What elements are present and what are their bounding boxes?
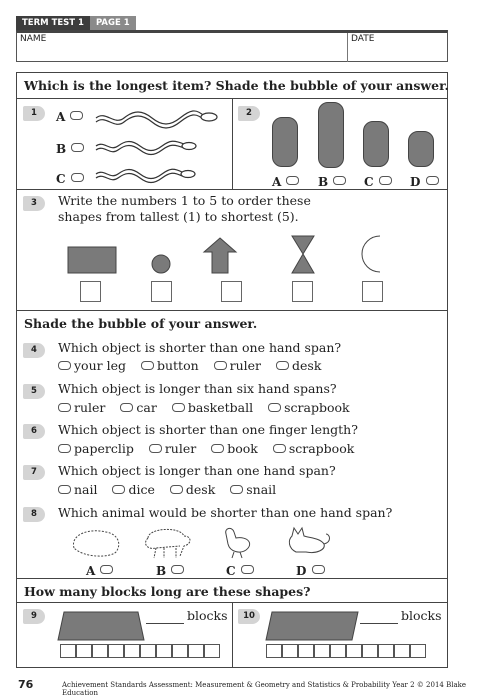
q3-shapes	[62, 230, 402, 278]
question-number-badge: 6	[23, 424, 45, 439]
answer-bubble[interactable]	[170, 485, 183, 494]
answer-bubble[interactable]	[149, 444, 162, 453]
q9-blocks-label: blocks	[187, 608, 228, 623]
answer-bubble[interactable]	[214, 361, 227, 370]
section3-prompt: How many blocks long are these shapes?	[24, 584, 311, 599]
answer-option[interactable]: desk	[276, 358, 321, 373]
q3-answer-box[interactable]	[292, 281, 313, 302]
question-number-badge: 7	[23, 465, 45, 480]
answer-option[interactable]: ruler	[58, 400, 105, 415]
rectangle-shape	[68, 247, 116, 273]
name-label: NAME	[20, 34, 47, 44]
measuring-block	[362, 644, 378, 658]
q3-answer-box[interactable]	[362, 281, 383, 302]
measuring-block	[346, 644, 362, 658]
question-number-badge: 5	[23, 384, 45, 399]
q1-option-b[interactable]: B	[56, 138, 87, 157]
divider	[16, 310, 448, 311]
snakes-illustration	[92, 100, 222, 188]
arrow-shape	[204, 238, 236, 273]
animals-illustration	[60, 522, 350, 562]
answer-bubble[interactable]	[58, 361, 71, 370]
question-number-badge: 10	[238, 609, 260, 624]
q4-text: Which object is shorter than one hand span?	[58, 340, 342, 355]
name-date-divider	[347, 33, 348, 62]
circle-shape	[152, 255, 170, 273]
q7-text: Which object is longer than one hand span?	[58, 463, 336, 478]
sheep-icon	[146, 529, 190, 558]
answer-option[interactable]: scrapbook	[268, 400, 349, 415]
answer-bubble[interactable]	[268, 403, 281, 412]
answer-option[interactable]: book	[211, 441, 258, 456]
divider	[232, 98, 233, 190]
q6-options	[58, 441, 365, 456]
measuring-block	[140, 644, 156, 658]
answer-option[interactable]: button	[141, 358, 199, 373]
measuring-block	[60, 644, 76, 658]
q9-answer-line[interactable]	[146, 623, 184, 624]
answer-bubble[interactable]	[141, 361, 154, 370]
q8-option-a[interactable]: A	[86, 560, 116, 579]
q10-blocks-label: blocks	[401, 608, 442, 623]
q8-option-c[interactable]: C	[226, 560, 257, 579]
q2-option-c[interactable]: C	[364, 171, 395, 190]
measuring-block	[298, 644, 314, 658]
pill-shape-a	[272, 117, 298, 167]
q8-option-d[interactable]: D	[296, 560, 328, 579]
answer-option[interactable]: ruler	[214, 358, 261, 373]
measuring-block	[204, 644, 220, 658]
answer-option[interactable]: your leg	[58, 358, 126, 373]
divider	[232, 602, 233, 668]
answer-bubble[interactable]	[100, 565, 113, 574]
answer-bubble[interactable]	[112, 485, 125, 494]
measuring-block	[108, 644, 124, 658]
q3-answer-box[interactable]	[221, 281, 242, 302]
question-number-badge: 1	[23, 106, 45, 121]
answer-option[interactable]: ruler	[149, 441, 196, 456]
q10-parallelogram-shape	[262, 610, 362, 642]
q3-answer-box[interactable]	[151, 281, 172, 302]
measuring-block	[188, 644, 204, 658]
date-label: DATE	[351, 34, 375, 44]
answer-option[interactable]: basketball	[172, 400, 253, 415]
q8-option-b[interactable]: B	[156, 560, 187, 579]
guinea-pig-icon	[73, 531, 118, 556]
q8-text: Which animal would be shorter than one hand span?	[58, 505, 393, 520]
measuring-block	[124, 644, 140, 658]
answer-bubble[interactable]	[211, 444, 224, 453]
q3-text-line2: shapes from tallest (1) to shortest (5).	[58, 209, 299, 224]
answer-option[interactable]: paperclip	[58, 441, 134, 456]
section2-prompt: Shade the bubble of your answer.	[24, 316, 258, 331]
longest-word: longest	[116, 78, 168, 93]
q10-answer-line[interactable]	[360, 623, 398, 624]
q5-text: Which object is longer than six hand spans?	[58, 381, 337, 396]
footer-text: Achievement Standards Assessment: Measurement & Geometry and Statistics & Probability Year 2 © 2014 Blake Education	[62, 681, 467, 697]
measuring-block	[156, 644, 172, 658]
answer-bubble[interactable]	[120, 403, 133, 412]
q2-option-a[interactable]: A	[272, 171, 302, 190]
measuring-block	[330, 644, 346, 658]
q10-block-ruler	[266, 644, 426, 658]
answer-option[interactable]: nail	[58, 482, 98, 497]
question-number-badge: 3	[23, 196, 45, 211]
answer-bubble[interactable]	[273, 444, 286, 453]
q9-block-ruler	[60, 644, 220, 658]
measuring-block	[378, 644, 394, 658]
page-label: PAGE 1	[90, 16, 136, 30]
q3-text-line1: Write the numbers 1 to 5 to order these	[58, 193, 311, 208]
divider	[16, 189, 448, 190]
answer-option[interactable]: dice	[112, 482, 154, 497]
answer-bubble[interactable]	[333, 176, 346, 185]
q7-options	[58, 482, 287, 497]
answer-bubble[interactable]	[379, 176, 392, 185]
q9-trapezoid-shape	[56, 610, 146, 642]
answer-bubble[interactable]	[58, 485, 71, 494]
answer-bubble[interactable]	[172, 403, 185, 412]
question-number-badge: 8	[23, 507, 45, 522]
crescent-shape	[362, 236, 380, 272]
divider	[16, 578, 448, 579]
answer-bubble[interactable]	[241, 565, 254, 574]
answer-bubble[interactable]	[70, 111, 83, 120]
term-test-label: TERM TEST 1	[16, 16, 90, 30]
measuring-block	[314, 644, 330, 658]
answer-bubble[interactable]	[71, 173, 84, 182]
measuring-block	[394, 644, 410, 658]
answer-option[interactable]: scrapbook	[273, 441, 354, 456]
test-header-tabs	[16, 16, 136, 30]
q1-option-c[interactable]: C	[56, 168, 87, 187]
q4-options	[58, 358, 332, 373]
pill-shape-b	[318, 102, 344, 168]
cat-icon	[289, 528, 329, 553]
section1-prompt: Which is the longest item? Shade the bubble of your answer.	[24, 78, 449, 93]
question-number-badge: 4	[23, 343, 45, 358]
measuring-block	[172, 644, 188, 658]
measuring-block	[282, 644, 298, 658]
page-number: 76	[18, 678, 34, 691]
pill-shape-d	[408, 131, 434, 167]
answer-bubble[interactable]	[312, 565, 325, 574]
hourglass-shape	[292, 236, 314, 273]
measuring-block	[266, 644, 282, 658]
answer-bubble[interactable]	[171, 565, 184, 574]
name-date-box	[16, 30, 448, 62]
q5-options	[58, 400, 361, 415]
answer-option[interactable]: desk	[170, 482, 215, 497]
q6-text: Which object is shorter than one finger length?	[58, 422, 358, 437]
question-number-badge: 2	[238, 106, 260, 121]
snake-a	[96, 111, 204, 124]
chicken-icon	[226, 528, 250, 558]
q3-answer-box[interactable]	[80, 281, 101, 302]
answer-bubble[interactable]	[58, 403, 71, 412]
question-number-badge: 9	[23, 609, 45, 624]
q1-option-a[interactable]: A	[56, 106, 86, 125]
answer-option[interactable]: snail	[230, 482, 276, 497]
measuring-block	[76, 644, 92, 658]
q2-option-d[interactable]: D	[410, 171, 442, 190]
answer-bubble[interactable]	[276, 361, 289, 370]
answer-bubble[interactable]	[426, 176, 439, 185]
pill-shape-c	[363, 121, 389, 167]
answer-bubble[interactable]	[230, 485, 243, 494]
measuring-block	[410, 644, 426, 658]
answer-option[interactable]: car	[120, 400, 156, 415]
q2-option-b[interactable]: B	[318, 171, 349, 190]
answer-bubble[interactable]	[58, 444, 71, 453]
measuring-block	[92, 644, 108, 658]
answer-bubble[interactable]	[71, 143, 84, 152]
answer-bubble[interactable]	[286, 176, 299, 185]
